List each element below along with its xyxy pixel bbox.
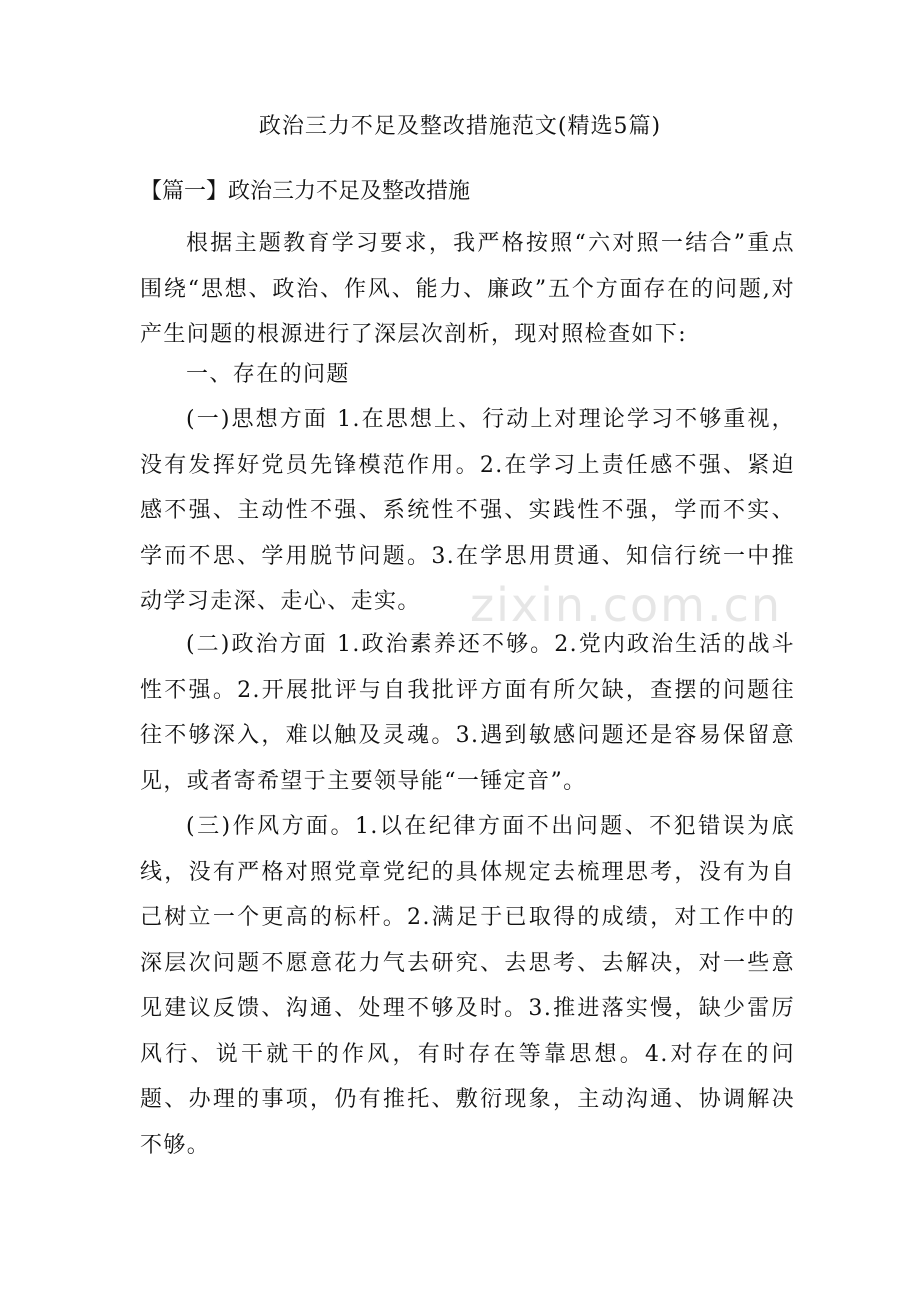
- thought-paragraph: (一)思想方面 1.在思想上、行动上对理论学习不够重视，没有发挥好党员先锋模范作用。2.在学习上责任感不强、紧迫感不强、主动性不强、系统性不强、实践性不强，学而不实、学而不思、学用脱节问题。3.在学思用贯通、知信行统一中推动学习走深、走心、走实。: [140, 407, 795, 614]
- style-paragraph: (三)作风方面。1.以在纪律方面不出问题、不犯错误为底线，没有严格对照党章党纪的具体规定去梳理思考，没有为自己树立一个更高的标杆。2.满足于已取得的成绩，对工作中的深层次问题不愿意花力气去研究、去思考、去解决，对一些意见建议反馈、沟通、处理不够及时。3.推进落实慢，缺少雷厉风行、说干就干的作风，有时存在等靠思想。4.对存在的问题、办理的事项，仍有推托、敷衍现象，主动沟通、协调解决不够。: [140, 814, 795, 1158]
- watermark: zixin.com.cn: [470, 578, 783, 632]
- subsection-heading: 一、存在的问题: [186, 362, 350, 387]
- document-title: 政治三力不足及整改措施范文(精选5篇): [258, 114, 662, 139]
- intro-paragraph: 根据主题教育学习要求，我严格按照“六对照一结合”重点围绕“思想、政治、作风、能力、廉政”五个方面存在的问题,对产生问题的根源进行了深层次剖析，现对照检查如下:: [140, 231, 795, 347]
- politics-paragraph: (二)政治方面 1.政治素养还不够。2.党内政治生活的战斗性不强。2.开展批评与自我批评方面有所欠缺，查摆的问题往往不够深入，难以触及灵魂。3.遇到敏感问题还是容易保留意见，或者寄希望于主要领导能“一锤定音”。: [140, 632, 795, 794]
- section-heading: 【篇一】政治三力不足及整改措施: [140, 179, 471, 204]
